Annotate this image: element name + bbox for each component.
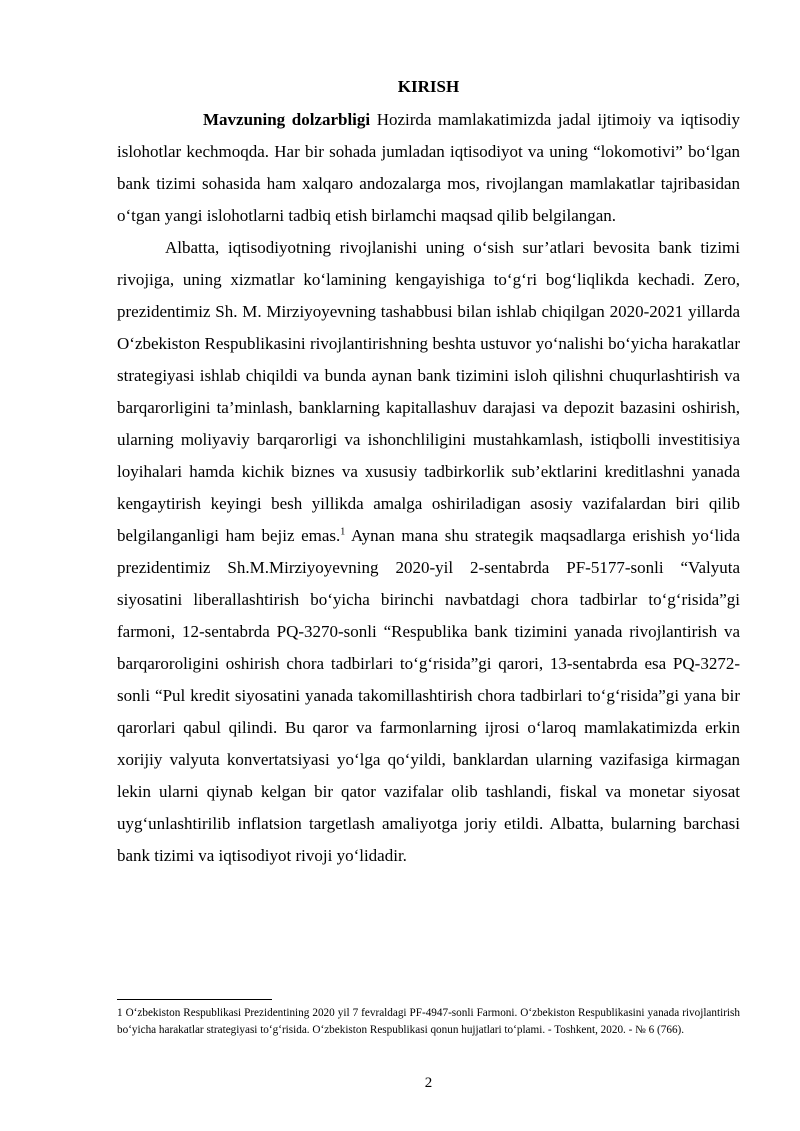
paragraph-1-text: Hozirda mamlakatimizda jadal ijtimoiy va iqtisodiy islohotlar kechmoqda. Har bir sohada jumladan iqtisodiyot va uning “lokomotivi” boʻlgan bank tizimi sohasida ham xalqaro andozalarga mos, rivojlangan mamlakatlar tajribasidan oʻtgan yangi islohotlarni tadbiq etish birlamchi maqsad qilib belgilangan. (117, 110, 740, 225)
page-number: 2 (424, 1075, 433, 1091)
page-title: KIRISH (397, 77, 460, 96)
body-text (117, 104, 740, 872)
footnote-reference[interactable]: 1 (340, 526, 346, 538)
footnote-separator (117, 999, 272, 1000)
section-heading-inline: Mavzuning dolzarbligi (203, 110, 371, 129)
paragraph-2-text-b: Aynan mana shu strategik maqsadlarga erishish yoʻlida prezidentimiz Sh.M.Mirziyoyevning 2020-yil 2-sentabrda PF-5177-sonli “Valyuta siyosatini liberallashtirish boʻyicha birinchi navbatdagi chora tadbirlar toʻgʻrisida”gi farmoni, 12-sentabrda PQ-3270-sonli “Respublika bank tizimini yanada rivojlantirish va barqaroroligini oshirish chora tadbirlari toʻgʻrisida”gi qarori, 13-sentabrda esa PQ-3272-sonli “Pul kredit siyosatini yanada takomillashtirish chora tadbirlari toʻgʻrisida”gi yana bir qarorlari qabul qilindi. Bu qaror va farmonlarning ijrosi oʻlaroq mamlakatimizda erkin xorijiy valyuta konvertatsiyasi yoʻlga qoʻyildi, banklardan ularning vazifasiga kirmagan lekin ularni qiynab kelgan bir qator vazifalar olib tashlandi, fiskal va monetar siyosat uygʻunlashtirilib inflatsion targetlash amaliyotga joriy etildi. Albatta, bularning barchasi bank tizimi va iqtisodiyot rivoji yoʻlidadir. (117, 526, 740, 865)
paragraph-1 (117, 104, 740, 232)
paragraph-2 (117, 232, 740, 872)
footnote: 1 Oʻzbekiston Respublikasi Prezidentining 2020 yil 7 fevraldagi PF-4947-sonli Farmoni. Oʻzbekiston Respublikasini yanada rivojlantirish boʻyicha harakatlar strategiyasi toʻgʻrisida. Oʻzbekiston Respublikasi qonun hujjatlari toʻplami. - Toshkent, 2020. - № 6 (766). (117, 1007, 740, 1036)
paragraph-2-text-a: Albatta, iqtisodiyotning rivojlanishi uning oʻsish sur’atlari bevosita bank tizimi rivojiga, uning xizmatlar koʻlamining kengayishiga toʻgʻri bogʻliqlikda kechadi. Zero, prezidentimiz Sh. M. Mirziyoyevning tashabbusi bilan ishlab chiqilgan 2020-2021 yillarda Oʻzbekiston Respublikasini rivojlantirishning beshta ustuvor yoʻnalishi boʻyicha harakatlar strategiyasi ishlab chiqildi va bunda aynan bank tizimini isloh qilishni chuqurlashtirish va barqarorligini ta’minlash, banklarning kapitallashuv darajasi va depozit bazasini oshirish, ularning moliyaviy barqarorligi va ishonchliligini mustahkamlash, istiqbolli investitisiya loyihalari hamda kichik biznes va xususiy tadbirkorlik sub’ektlarini kreditlashni yanada kengaytirish keyingi besh yillikda amalga oshiriladigan asosiy vazifalardan biri qilib belgilanganligi ham bejiz emas. (117, 238, 740, 545)
